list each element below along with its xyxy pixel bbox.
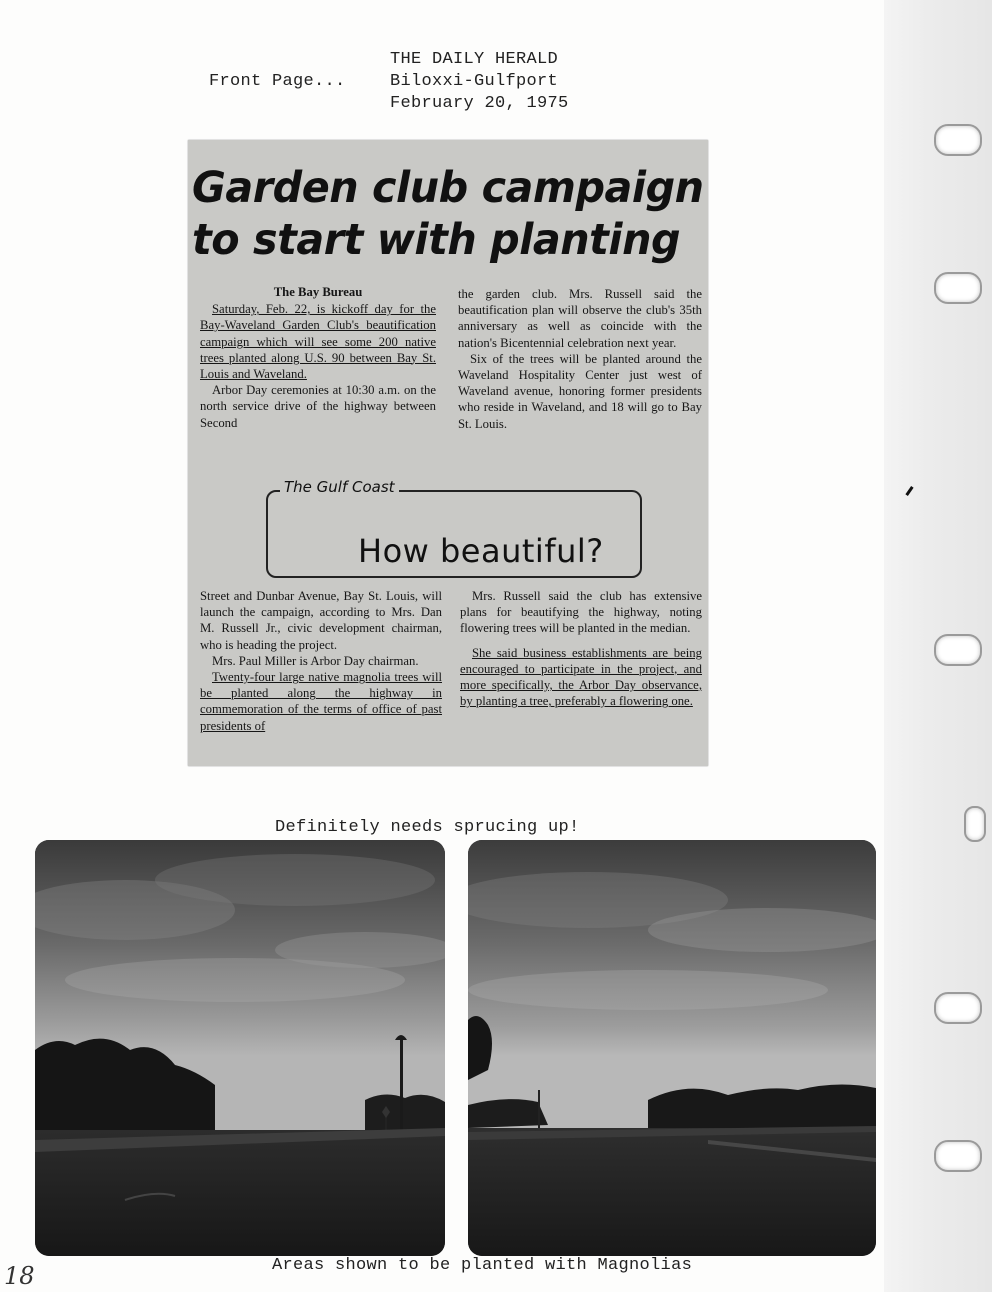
photo-caption-bottom: Areas shown to be planted with Magnolias <box>272 1256 693 1275</box>
article-paragraph: Saturday, Feb. 22, is kickoff day for the Bay-Waveland Garden Club's beautification campaign which will see some 200 native trees planted along U.S. 90 between Bay St. Louis and Waveland. <box>200 302 436 382</box>
inset-kicker: The Gulf Coast <box>280 478 399 496</box>
article-paragraph: She said business establishments are being encouraged to participate in the project, and more specifically, the Arbor Day observance, by planting a tree, preferably a flowering one. <box>460 645 702 709</box>
article-paragraph: Street and Dunbar Avenue, Bay St. Louis, will launch the campaign, according to Mrs. Dan M. Russell Jr., civic development chairman, who is heading the project. <box>200 589 442 652</box>
article-column-1-top <box>200 284 436 431</box>
inset-title: How beautiful? <box>354 532 608 570</box>
roadside-photo-right <box>468 840 876 1256</box>
article-paragraph: Arbor Day ceremonies at 10:30 a.m. on the north service drive of the highway between Second <box>200 383 436 430</box>
binder-hole <box>934 272 982 304</box>
newspaper-date: February 20, 1975 <box>390 94 569 113</box>
binder-hole <box>934 634 982 666</box>
roadside-photo-left <box>35 840 445 1256</box>
article-column-2-bottom <box>460 588 702 709</box>
roadside-photo-left-image <box>35 840 445 1256</box>
article-paragraph: Six of the trees will be planted around the Waveland Hospitality Center just west of Waveland avenue, honoring former presidents who reside in Waveland, and 18 will go to Bay St. Louis. <box>458 351 702 431</box>
binder-hole <box>934 992 982 1024</box>
article-paragraph: Mrs. Paul Miller is Arbor Day chairman. <box>212 653 419 668</box>
photo-caption-top: Definitely needs sprucing up! <box>275 818 580 837</box>
binder-hole <box>934 1140 982 1172</box>
newspaper-name: THE DAILY HERALD <box>390 50 559 69</box>
article-headline <box>192 162 704 266</box>
newspaper-city: Biloxxi-Gulfport <box>390 72 559 91</box>
page-number: 18 <box>4 1262 35 1290</box>
article-paragraph: Twenty-four large native magnolia trees will be planted along the highway in commemoration of the terms of office of past presidents of <box>200 670 442 733</box>
front-page-label: Front Page... <box>209 72 346 91</box>
article-column-2-top <box>458 286 702 432</box>
article-paragraph: the garden club. Mrs. Russell said the beautification plan will observe the club's 35th anniversary as well as coincide with the nation's Bicentennial celebration next year. <box>458 287 702 350</box>
binder-margin <box>884 0 992 1292</box>
article-byline: The Bay Bureau <box>273 285 363 299</box>
binder-hole <box>964 806 986 842</box>
article-paragraph: Mrs. Russell said the club has extensive plans for beautifying the highway, noting flowering trees will be planted in the median. <box>460 589 702 636</box>
headline-line-2: to start with planting <box>192 215 681 265</box>
roadside-photo-right-image <box>468 840 876 1256</box>
headline-line-1: Garden club campaign <box>192 163 704 213</box>
binder-hole <box>934 124 982 156</box>
newspaper-clipping <box>188 140 708 766</box>
article-column-1-bottom <box>200 588 442 734</box>
